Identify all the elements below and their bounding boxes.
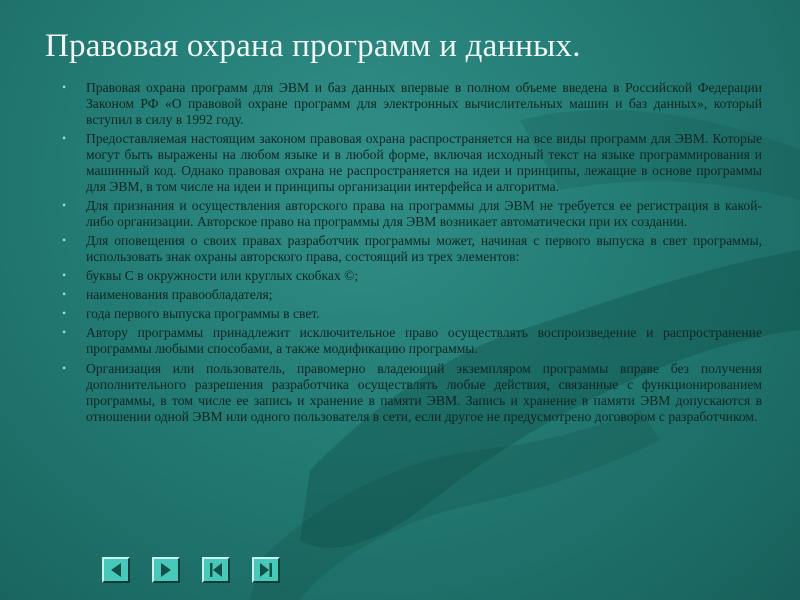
last-slide-button[interactable]: [252, 557, 280, 583]
slide-navigation: [102, 557, 280, 583]
bullet-item: • Организация или пользователь, правомерно владеющий экземпляром программы вправе без получения дополнительного разрешения разработчика осуществлять любые действия, связанные с функционированием программы, в том числе ее запись и хранение в памяти ЭВМ. Запись и хранение в памяти ЭВМ допускаются в отношении одной ЭВМ или одного пользователя в сети, если другое не предусмотрено договором с разработчиком.: [62, 361, 762, 425]
bullet-item: • Правовая охрана программ для ЭВМ и баз данных впервые в полном объеме введена в Российской Федерации Законом РФ «О правовой охране программ для электронных вычислительных машин и баз данных», который вступил в силу в 1992 году.: [62, 80, 762, 128]
bullet-item: • Автору программы принадлежит исключительное право осуществлять воспроизведение и распространение программы любыми способами, а также модификацию программы.: [62, 325, 762, 357]
bullet-item: • буквы С в окружности или круглых скобках ©;: [62, 268, 762, 284]
bullet-item: • Для признания и осуществления авторского права на программы для ЭВМ не требуется ее регистрация в какой-либо организации. Авторское право на программы для ЭВМ возникает автоматически при их создании.: [62, 198, 762, 230]
skip-to-start-icon: [208, 562, 224, 578]
previous-slide-button[interactable]: [102, 557, 130, 583]
next-slide-button[interactable]: [152, 557, 180, 583]
first-slide-button[interactable]: [202, 557, 230, 583]
bullet-item: • Для оповещения о своих правах разработчик программы может, начиная с первого выпуска в свет программы, использовать знак охраны авторского права, состоящий из трех элементов:: [62, 233, 762, 265]
slide-title: Правовая охрана программ и данных.: [45, 28, 581, 64]
arrow-left-icon: [108, 562, 124, 578]
arrow-right-icon: [158, 562, 174, 578]
bullet-item: • Предоставляемая настоящим законом правовая охрана распространяется на все виды программ для ЭВМ. Которые могут быть выражены на любом языке и в любой форме, включая исходный текст на языке программирования и машинный код. Однако правовая охрана не распространяется на идеи и принципы, лежащие в основе программы для ЭВМ, в том числе на идеи и принципы организации интерфейса и алгоритма.: [62, 131, 762, 195]
bullet-list: [62, 80, 762, 428]
skip-to-end-icon: [258, 562, 274, 578]
bullet-item: • года первого выпуска программы в свет.: [62, 306, 762, 322]
bullet-item: • наименования правообладателя;: [62, 287, 762, 303]
